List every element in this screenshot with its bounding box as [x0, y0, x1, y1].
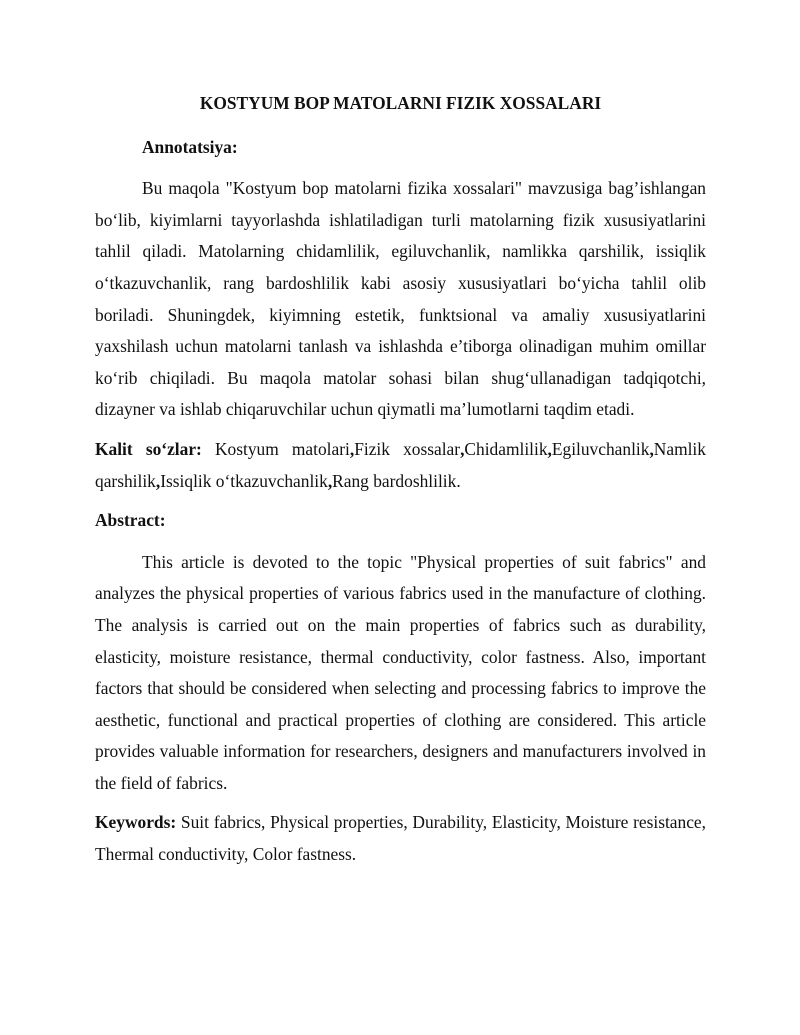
annotation-paragraph: Bu maqola "Kostyum bop matolarni fizika xossalari" mavzusiga bag’ishlangan bo‘lib, kiyimlarni tayyorlashda ishlatiladigan turli matolarning fizik xususiyatlarini tahlil qiladi. Matolarning chidamlilik, egiluvchanlik, namlikka qarshilik, issiqlik o‘tkazuvchanlik, rang bardoshlilik kabi asosiy xususiyatlari bo‘yicha tahlil olib boriladi. Shuningdek, kiyimning estetik, funktsional va amaliy xususiyatlarini yaxshilash uchun matolarni tanlash va ishlashda e’tiborga olinadigan muhim omillar ko‘rib chiqiladi. Bu maqola matolar sohasi bilan shug‘ullanadigan tadqiqotchi, dizayner va ishlab chiqaruvchilar uchun qiymatli ma’lumotlarni taqdim etadi. — [95, 178, 706, 420]
kalit-sozlar-label: Kalit so‘zlar: — [95, 438, 202, 459]
kalit-separator: , — [460, 438, 465, 459]
document-title: KOSTYUM BOP MATOLARNI FIZIK XOSSALARI — [199, 93, 602, 113]
kalit-sozlar-paragraph — [95, 434, 706, 497]
document-page — [95, 88, 706, 879]
annotation-heading: Annotatsiya: — [142, 136, 238, 157]
kalit-separator: , — [649, 438, 654, 459]
kalit-separator: , — [349, 438, 355, 459]
keywords-label: Keywords: — [95, 812, 177, 833]
kalit-item: Issiqlik o‘tkazuvchanlik — [160, 470, 328, 491]
kalit-item: Fizik xossalar — [354, 438, 461, 459]
abstract-paragraph: This article is devoted to the topic "Physical properties of suit fabrics" and analyzes the physical properties of various fabrics used in the manufacture of clothing. The analysis is carried out on the main properties of fabrics such as durability, elasticity, moisture resistance, thermal conductivity, color fastness. Also, important factors that should be considered when selecting and processing fabrics to improve the aesthetic, functional and practical properties of clothing are considered. This article provides valuable information for researchers, designers and manufacturers involved in the field of fabrics. — [95, 551, 706, 793]
keywords-text: Suit fabrics, Physical properties, Durability, Elasticity, Moisture resistance, Thermal conductivity, Color fastness. — [95, 812, 706, 865]
kalit-item: Kostyum matolari — [214, 438, 350, 459]
kalit-separator: , — [155, 470, 161, 491]
kalit-item: Egiluvchanlik — [551, 438, 650, 459]
kalit-item: Namlik qarshilik — [95, 438, 706, 491]
abstract-heading: Abstract: — [95, 510, 166, 531]
kalit-end: . — [456, 470, 461, 491]
kalit-item: Chidamlilik — [464, 438, 548, 459]
keywords-paragraph — [95, 807, 706, 870]
kalit-separator: , — [547, 438, 552, 459]
kalit-separator: , — [327, 470, 333, 491]
kalit-item: Rang bardoshlilik — [332, 470, 457, 491]
